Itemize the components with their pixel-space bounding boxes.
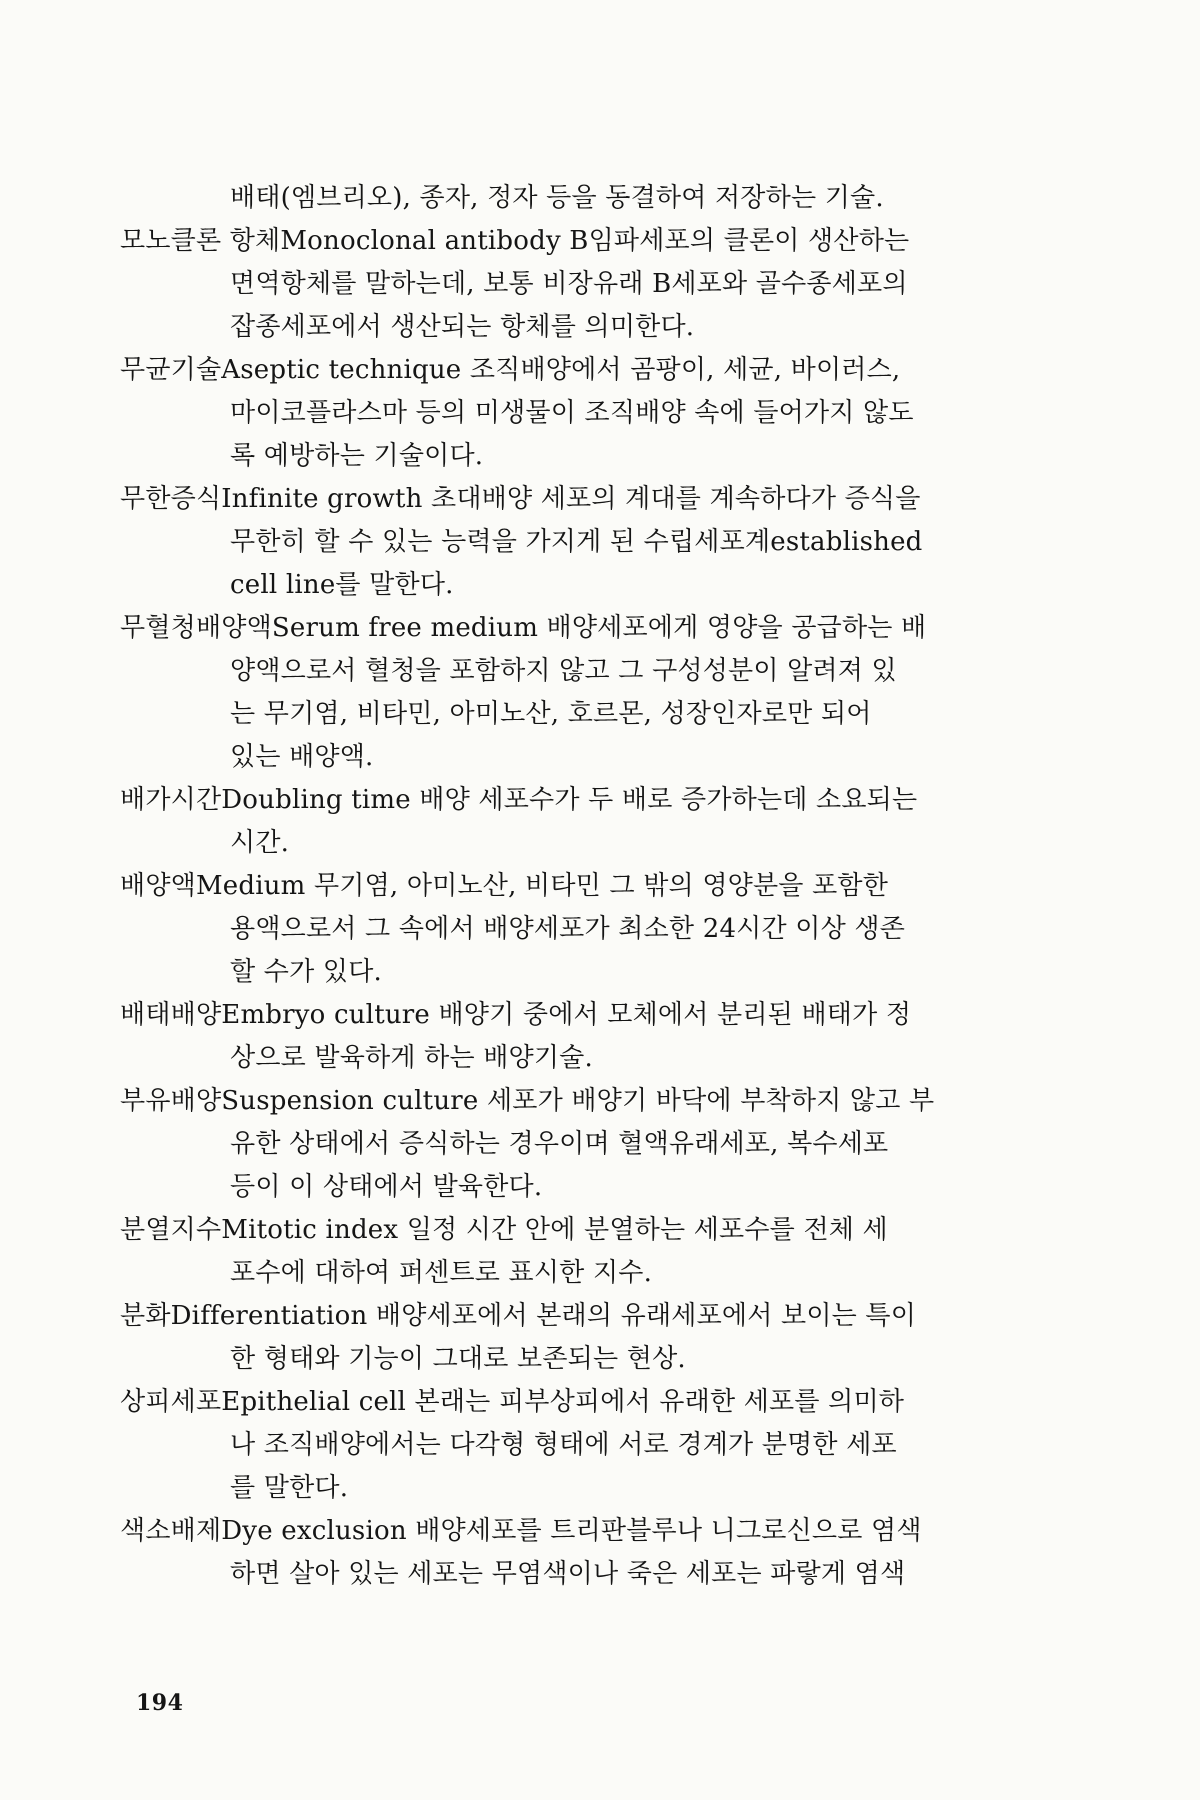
glossary-line: 나 조직배양에서는 다각형 형태에 서로 경계가 분명한 세포 bbox=[230, 1430, 897, 1460]
glossary-entry-line: 무균기술Aseptic technique 조직배양에서 곰팡이, 세균, 바이러스, bbox=[120, 355, 901, 385]
glossary-entry-line: 배태배양Embryo culture 배양기 중에서 모체에서 분리된 배태가 정 bbox=[120, 1000, 912, 1030]
glossary-line: 등이 이 상태에서 발육한다. bbox=[230, 1172, 543, 1202]
glossary-text-block bbox=[120, 178, 1020, 1597]
glossary-line: 를 말한다. bbox=[230, 1473, 349, 1503]
glossary-line: 한 형태와 기능이 그대로 보존되는 현상. bbox=[230, 1344, 686, 1374]
glossary-entry-line: 무한증식Infinite growth 초대배양 세포의 계대를 계속하다가 증식을 bbox=[120, 484, 921, 514]
glossary-entry-line: 배양액Medium 무기염, 아미노산, 비타민 그 밖의 영양분을 포함한 bbox=[120, 871, 889, 901]
glossary-line: 하면 살아 있는 세포는 무염색이나 죽은 세포는 파랗게 염색 bbox=[230, 1559, 906, 1589]
page-number: 194 bbox=[136, 1690, 184, 1716]
glossary-entry-line: 배가시간Doubling time 배양 세포수가 두 배로 증가하는데 소요되는 bbox=[120, 785, 918, 815]
glossary-entry-line: 모노클론 항체Monoclonal antibody B임파세포의 클론이 생산하는 bbox=[120, 226, 910, 256]
glossary-entry-line: 부유배양Suspension culture 세포가 배양기 바닥에 부착하지 않고 부 bbox=[120, 1086, 935, 1116]
glossary-line: 는 무기염, 비타민, 아미노산, 호르몬, 성장인자로만 되어 bbox=[230, 699, 872, 729]
glossary-line: 마이코플라스마 등의 미생물이 조직배양 속에 들어가지 않도 bbox=[230, 398, 914, 428]
glossary-line: 무한히 할 수 있는 능력을 가지게 된 수립세포계established bbox=[230, 527, 923, 557]
glossary-line: 시간. bbox=[230, 828, 290, 858]
glossary-line: 있는 배양액. bbox=[230, 742, 374, 772]
glossary-line: 상으로 발육하게 하는 배양기술. bbox=[230, 1043, 593, 1073]
glossary-line: 양액으로서 혈청을 포함하지 않고 그 구성성분이 알려져 있 bbox=[230, 656, 897, 686]
glossary-entry-line: 색소배제Dye exclusion 배양세포를 트리판블루나 니그로신으로 염색 bbox=[120, 1516, 922, 1546]
glossary-entry-line: 분화Differentiation 배양세포에서 본래의 유래세포에서 보이는 특이 bbox=[120, 1301, 917, 1331]
glossary-line: 배태(엠브리오), 종자, 정자 등을 동결하여 저장하는 기술. bbox=[230, 183, 884, 213]
glossary-line: 할 수가 있다. bbox=[230, 957, 382, 987]
glossary-line: 잡종세포에서 생산되는 항체를 의미한다. bbox=[230, 312, 695, 342]
glossary-line: 유한 상태에서 증식하는 경우이며 혈액유래세포, 복수세포 bbox=[230, 1129, 889, 1159]
glossary-line: 면역항체를 말하는데, 보통 비장유래 B세포와 골수종세포의 bbox=[230, 269, 908, 299]
glossary-entry-line: 상피세포Epithelial cell 본래는 피부상피에서 유래한 세포를 의미하 bbox=[120, 1387, 905, 1417]
glossary-line: 포수에 대하여 퍼센트로 표시한 지수. bbox=[230, 1258, 653, 1288]
glossary-line: 용액으로서 그 속에서 배양세포가 최소한 24시간 이상 생존 bbox=[230, 914, 906, 944]
glossary-line: 록 예방하는 기술이다. bbox=[230, 441, 484, 471]
glossary-entry-line: 분열지수Mitotic index 일정 시간 안에 분열하는 세포수를 전체 세 bbox=[120, 1215, 888, 1245]
glossary-line: cell line를 말한다. bbox=[230, 570, 454, 600]
glossary-entry-line: 무혈청배양액Serum free medium 배양세포에게 영양을 공급하는 배 bbox=[120, 613, 927, 643]
